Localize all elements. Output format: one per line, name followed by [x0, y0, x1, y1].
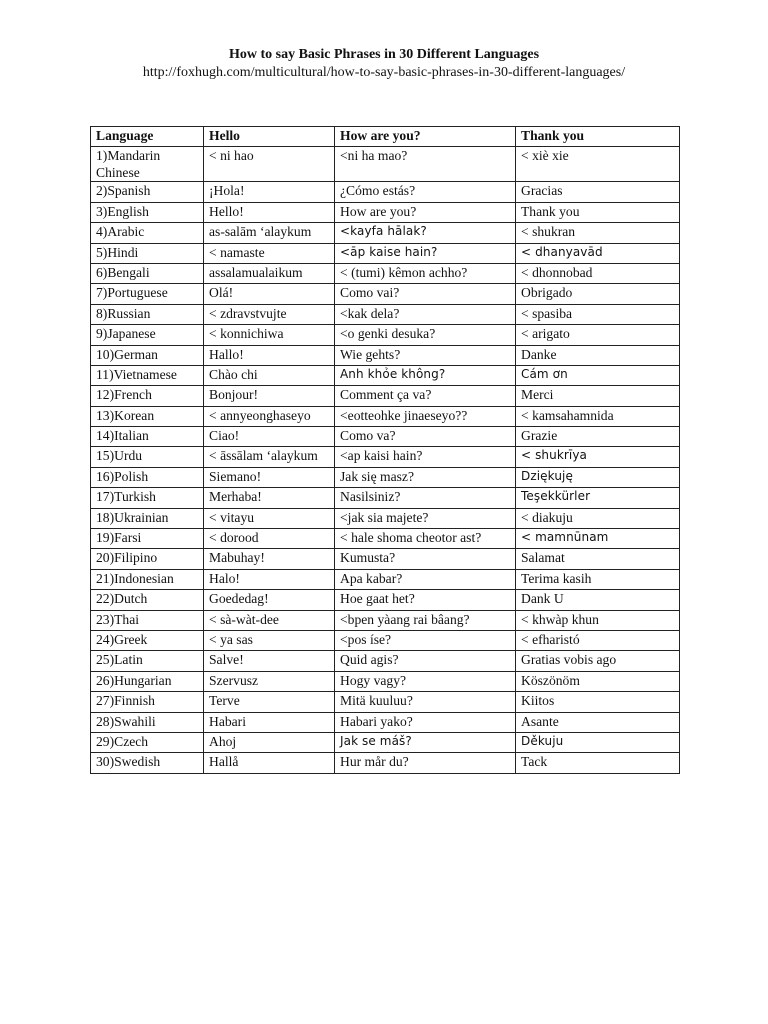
cell-language: 7)Portuguese [91, 284, 204, 304]
cell-hello: Szervusz [204, 671, 335, 691]
cell-language: 12)French [91, 386, 204, 406]
cell-language: 26)Hungarian [91, 671, 204, 691]
cell-thank-you: Merci [516, 386, 680, 406]
table-row [91, 304, 680, 324]
cell-thank-you: Obrigado [516, 284, 680, 304]
cell-thank-you: < shukrīya [516, 447, 680, 467]
table-row [91, 671, 680, 691]
cell-thank-you: < efharistó [516, 630, 680, 650]
cell-how-are-you: ¿Cómo estás? [335, 182, 516, 202]
table-row [91, 467, 680, 487]
table-row [91, 488, 680, 508]
cell-language: 28)Swahili [91, 712, 204, 732]
cell-thank-you: Děkuju [516, 732, 680, 752]
table-row [91, 182, 680, 202]
cell-how-are-you: <ni ha mao? [335, 147, 516, 182]
cell-hello: < namaste [204, 243, 335, 263]
cell-hello: assalamualaikum [204, 263, 335, 283]
cell-how-are-you: <ap kaisi hain? [335, 447, 516, 467]
cell-how-are-you: Como vai? [335, 284, 516, 304]
cell-thank-you: Teşekkürler [516, 488, 680, 508]
table-header-row [91, 127, 680, 147]
cell-language: 30)Swedish [91, 753, 204, 773]
cell-language: 13)Korean [91, 406, 204, 426]
cell-how-are-you: Comment ça va? [335, 386, 516, 406]
cell-thank-you: Asante [516, 712, 680, 732]
cell-hello: < sà-wàt-dee [204, 610, 335, 630]
cell-language: 23)Thai [91, 610, 204, 630]
cell-language: 8)Russian [91, 304, 204, 324]
cell-hello: Siemano! [204, 467, 335, 487]
cell-language: 15)Urdu [91, 447, 204, 467]
cell-thank-you: Gracias [516, 182, 680, 202]
table-row [91, 712, 680, 732]
table-row [91, 147, 680, 182]
cell-how-are-you: Anh khỏe không? [335, 365, 516, 385]
cell-how-are-you: Jak se máš? [335, 732, 516, 752]
table-row [91, 406, 680, 426]
cell-hello: Hallå [204, 753, 335, 773]
cell-how-are-you: Hur mår du? [335, 753, 516, 773]
phrases-table [90, 126, 680, 774]
cell-thank-you: Dank U [516, 590, 680, 610]
cell-how-are-you: Mitä kuuluu? [335, 692, 516, 712]
cell-how-are-you: <bpen yàang rai bâang? [335, 610, 516, 630]
cell-thank-you: Gratias vobis ago [516, 651, 680, 671]
table-row [91, 325, 680, 345]
cell-language: 29)Czech [91, 732, 204, 752]
cell-hello: < ya sas [204, 630, 335, 650]
header-language: Language [91, 127, 204, 147]
cell-how-are-you: Jak się masz? [335, 467, 516, 487]
cell-hello: < āssālam ʻalaykum [204, 447, 335, 467]
cell-thank-you: Kiitos [516, 692, 680, 712]
header-hello: Hello [204, 127, 335, 147]
table-row [91, 263, 680, 283]
cell-hello: Habari [204, 712, 335, 732]
cell-language: 22)Dutch [91, 590, 204, 610]
cell-thank-you: Köszönöm [516, 671, 680, 691]
cell-how-are-you: Wie gehts? [335, 345, 516, 365]
cell-hello: Hello! [204, 202, 335, 222]
table-row [91, 651, 680, 671]
table-row [91, 692, 680, 712]
cell-how-are-you: Hoe gaat het? [335, 590, 516, 610]
cell-hello: < dorood [204, 529, 335, 549]
cell-thank-you: Dziękuję [516, 467, 680, 487]
cell-language: 10)German [91, 345, 204, 365]
header-thank-you: Thank you [516, 127, 680, 147]
cell-hello: Salve! [204, 651, 335, 671]
table-row [91, 508, 680, 528]
header-how-are-you: How are you? [335, 127, 516, 147]
cell-how-are-you: <jak sia majete? [335, 508, 516, 528]
cell-language: 16)Polish [91, 467, 204, 487]
cell-thank-you: < khwàp khun [516, 610, 680, 630]
cell-how-are-you: <eotteohke jinaeseyo?? [335, 406, 516, 426]
cell-hello: Halo! [204, 569, 335, 589]
cell-language: 20)Filipino [91, 549, 204, 569]
cell-how-are-you: Hogy vagy? [335, 671, 516, 691]
cell-thank-you: Salamat [516, 549, 680, 569]
cell-hello: Merhaba! [204, 488, 335, 508]
table-row [91, 529, 680, 549]
cell-hello: Ahoj [204, 732, 335, 752]
cell-language: 3)English [91, 202, 204, 222]
cell-language: 11)Vietnamese [91, 365, 204, 385]
table-row [91, 202, 680, 222]
cell-thank-you: < diakuju [516, 508, 680, 528]
cell-language: 9)Japanese [91, 325, 204, 345]
cell-thank-you: Grazie [516, 427, 680, 447]
cell-hello: < zdravstvujte [204, 304, 335, 324]
table-row [91, 345, 680, 365]
cell-hello: Hallo! [204, 345, 335, 365]
cell-how-are-you: <āp kaise hain? [335, 243, 516, 263]
cell-hello: < konnichiwa [204, 325, 335, 345]
cell-hello: < annyeonghaseyo [204, 406, 335, 426]
cell-how-are-you: Habari yako? [335, 712, 516, 732]
source-url: http://foxhugh.com/multicultural/how-to-say-basic-phrases-in-30-different-languages/ [142, 65, 626, 80]
cell-thank-you: Cám ơn [516, 365, 680, 385]
cell-hello: Olá! [204, 284, 335, 304]
cell-how-are-you: Apa kabar? [335, 569, 516, 589]
cell-how-are-you: < (tumi) kêmon achho? [335, 263, 516, 283]
table-row [91, 569, 680, 589]
cell-hello: Mabuhay! [204, 549, 335, 569]
table-row [91, 365, 680, 385]
table-row [91, 549, 680, 569]
table-row [91, 427, 680, 447]
cell-language: 1)Mandarin Chinese [91, 147, 204, 182]
table-row [91, 447, 680, 467]
cell-hello: Ciao! [204, 427, 335, 447]
cell-hello: < ni hao [204, 147, 335, 182]
table-row [91, 732, 680, 752]
page-title: How to say Basic Phrases in 30 Different Languages [228, 47, 540, 62]
cell-hello: < vitayu [204, 508, 335, 528]
cell-language: 27)Finnish [91, 692, 204, 712]
cell-thank-you: < arigato [516, 325, 680, 345]
table-row [91, 630, 680, 650]
cell-hello: as-salām ʻalaykum [204, 223, 335, 243]
cell-thank-you: < shukran [516, 223, 680, 243]
cell-how-are-you: <pos íse? [335, 630, 516, 650]
cell-thank-you: < kamsahamnida [516, 406, 680, 426]
cell-thank-you: < dhonnobad [516, 263, 680, 283]
table-row [91, 223, 680, 243]
cell-how-are-you: <o genki desuka? [335, 325, 516, 345]
cell-thank-you: < mamnūnam [516, 529, 680, 549]
cell-how-are-you: <kayfa hālak? [335, 223, 516, 243]
cell-thank-you: < spasiba [516, 304, 680, 324]
cell-hello: Terve [204, 692, 335, 712]
cell-thank-you: < xiè xie [516, 147, 680, 182]
cell-hello: Goededag! [204, 590, 335, 610]
cell-hello: Bonjour! [204, 386, 335, 406]
cell-how-are-you: Nasilsiniz? [335, 488, 516, 508]
cell-thank-you: Thank you [516, 202, 680, 222]
cell-how-are-you: Kumusta? [335, 549, 516, 569]
cell-language: 14)Italian [91, 427, 204, 447]
cell-how-are-you: How are you? [335, 202, 516, 222]
cell-how-are-you: Como va? [335, 427, 516, 447]
cell-how-are-you: Quid agis? [335, 651, 516, 671]
cell-how-are-you: < hale shoma cheotor ast? [335, 529, 516, 549]
table-row [91, 284, 680, 304]
cell-thank-you: Terima kasih [516, 569, 680, 589]
cell-language: 5)Hindi [91, 243, 204, 263]
table-row [91, 386, 680, 406]
cell-language: 24)Greek [91, 630, 204, 650]
cell-thank-you: < dhanyavād [516, 243, 680, 263]
cell-language: 2)Spanish [91, 182, 204, 202]
cell-language: 17)Turkish [91, 488, 204, 508]
table-row [91, 243, 680, 263]
cell-language: 6)Bengali [91, 263, 204, 283]
cell-thank-you: Tack [516, 753, 680, 773]
cell-hello: Chào chi [204, 365, 335, 385]
table-row [91, 610, 680, 630]
cell-language: 4)Arabic [91, 223, 204, 243]
cell-hello: ¡Hola! [204, 182, 335, 202]
cell-language: 18)Ukrainian [91, 508, 204, 528]
cell-language: 21)Indonesian [91, 569, 204, 589]
cell-thank-you: Danke [516, 345, 680, 365]
cell-how-are-you: <kak dela? [335, 304, 516, 324]
cell-language: 19)Farsi [91, 529, 204, 549]
cell-language: 25)Latin [91, 651, 204, 671]
table-row [91, 753, 680, 773]
table-row [91, 590, 680, 610]
